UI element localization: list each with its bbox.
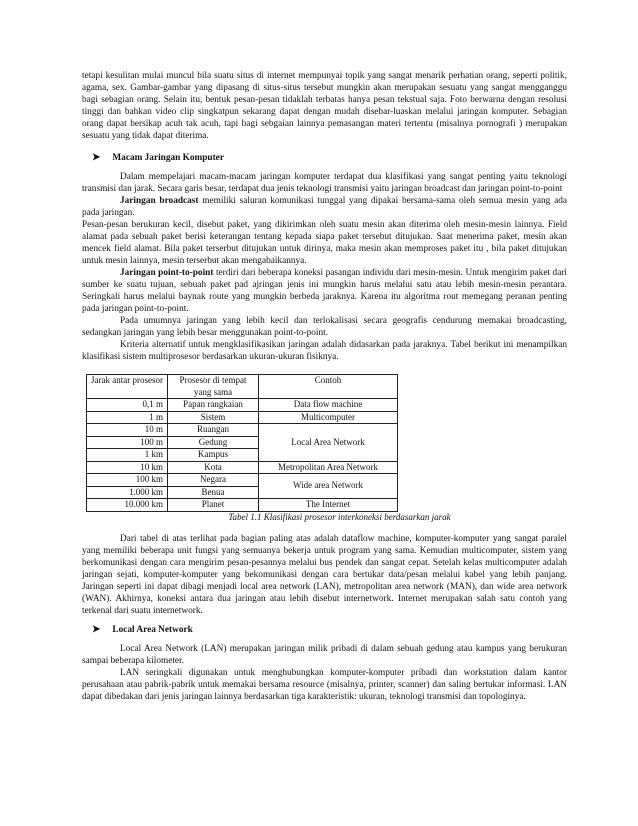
table-cell: Papan rangkaian [168,399,259,412]
table-row [87,499,398,512]
heading-text: Local Area Network [112,624,193,635]
table-cell: 10 km [87,461,168,474]
table-cell: Kota [168,461,259,474]
table-cell: The Internet [259,499,398,512]
table-row [87,461,398,474]
table-cell: Local Area Network [259,424,398,462]
paragraph-10: LAN seringkali digunakan untuk menghubungkan komputer-komputer pribadi dan workstation dalam kantor perusahaan atau pabrik-pabrik untuk memakai bersama resource (misalnya, printer, scanner) dan saling bertukar informasi. LAN dapat dibedakan dari jenis jaringan lainnya berdasarkan tiga karakteristik: ukuran, teknologi transmisi dan topologinya. [82,667,567,702]
term-jaringan-broadcast: Jaringan broadcast [120,196,199,206]
table-cell: Sistem [168,411,259,424]
table-header: Jarak antar prosesor [87,375,168,399]
document-page [82,70,567,703]
table-cell: 0,1 m [87,399,168,412]
table-cell: Kampus [168,449,259,462]
table-cell: Planet [168,499,259,512]
paragraph-4: Pesan-pesan berukuran kecil, disebut paket, yang dikirimkan oleh suatu mesin akan diterima oleh mesin-mesin lainnya. Field alamat pada sebuah paket berisi keterangan tentang kepada siapa paket tersebut ditujukan. Saat menerima paket, mesin akan mencek field alamat. Bila paket terserbut ditujukan untuk dirinya, maka mesin akan memproses paket itu , bila paket ditujukan untuk mesin lainnya, mesin terserbut akan mengabaikannya. [82,220,567,266]
table-cell: Data flow machine [259,399,398,412]
table-cell: 10.000 km [87,499,168,512]
table-cell: 1 m [87,411,168,424]
paragraph-7: Kriteria alternatif untuk mengklasifikasikan jaringan adalah didasarkan pada jaraknya. Tabel berikut ini menampilkan klasifikasi sistem multiprosesor berdasarkan ukuran-ukuran fisiknya. [82,340,567,362]
table-cell: 10 m [87,424,168,437]
section-heading-macam-jaringan [92,152,567,164]
table-row [87,424,398,437]
table-row [87,474,398,487]
bullet-arrow-icon: ➤ [92,623,101,635]
table-row [87,411,398,424]
paragraph-9: Local Area Network (LAN) merupakan jaringan milik pribadi di dalam sebuah gedung atau kampus yang berukuran sampai beberapa kilometer. [82,643,567,666]
heading-text: Macam Jaringan Komputer [112,153,224,163]
table-cell: 1 km [87,449,168,462]
table-caption: Tabel 1.1 Klasifikasi prosesor interkoneksi berdasarkan jarak [228,511,451,522]
table-cell: Wide area Network [259,474,398,499]
table-cell: Metropolitan Area Network [259,461,398,474]
section-heading-lan [92,624,567,636]
paragraph-5: Jaringan point-to-point terdiri dari beberapa koneksi pasangan individu dari mesin-mesin. Untuk mengirim paket dari sumber ke suatu tujuan, sebuah paket pad ajringan jenis ini mungkin harus melalui satu atau lebih mesin-mesin perantara. Seringkali harus melalui baynak route yang mungkin berbeda jaraknya. Karena itu algoritma rout memegang peranan penting pada jaringan point-to-point. [82,268,568,314]
table-cell: Ruangan [168,424,259,437]
table-row [87,399,398,412]
table-cell: 100 km [87,474,168,487]
table-cell: 1.000 km [87,486,168,499]
table-cell: 100 m [87,436,168,449]
paragraph-3: Jaringan broadcast memiliki saluran komunikasi tunggal yang dipakai bersama-sama oleh semua mesin yang ada pada jaringan. [82,196,568,218]
table-header: Contoh [259,375,398,399]
bullet-arrow-icon: ➤ [92,152,101,163]
paragraph-1: tetapi kesulitan mulai muncul bila suatu situs di internet mempunyai topik yang sangat menarik perhatian orang, seperti politik, agama, sex. Gambar-gambar yang dipasang di situs-situs tersebut mungkin akan merupakan sesuatu yang sangat mengganggu bagi sebagian orang. Selain itu, bentuk pesan-pesan tidaklah terbatas hanya pesan tekstual saja. Foto berwarna dengan resolusi tinggi dan bahkan video clip singkatpun sekarang dapat dengan mudah disebar-luaskan melalui jaringan komputer. Sebagian orang dapat bersikap acuh tak acuh, tapi bagi sebgaian lainnya pemasangan materi tertentu (misalnya pornografi ) merupakan sesuatu yang tidak dapat diterima. [82,71,567,141]
table-cell: Gedung [168,436,259,449]
paragraph-2: Dalam mempelajari macam-macam jaringan komputer terdapat dua klasifikasi yang sangat penting yaitu teknologi transmisi dan jarak. Secara garis besar, terdapat dua jenis teknologi transmisi yaitu jaringan broadcast dan jaringan point-to-point [82,172,567,194]
table-header-row [87,375,398,399]
table-header: Prosesor di tempat yang sama [168,375,259,399]
paragraph-6: Pada umumnya jaringan yang lebih kecil dan terlokalisasi secara geografis cendurung memakai broadcasting, sedangkan jaringan yang lebih besar menggunakan point-to-point. [82,316,567,338]
table-cell: Benua [168,486,259,499]
classification-table [86,374,398,512]
term-point-to-point: Jaringan point-to-point [120,268,214,278]
table-cell: Negara [168,474,259,487]
table-cell: Multicomputer [259,411,398,424]
paragraph-8: Dari tabel di atas terlihat pada bagian paling atas adalah dataflow machine, komputer-komputer yang sangat paralel yang memiliki beberapa unit fungsi yang semuanya bekerja untuk program yang sama. Kemudian multicomputer, sistem yang berkomunikasi dengan cara mengirim pesan-pesannya melalui bus pendek dan sangat cepat. Setelah kelas multicomputer adalah jaringan sejati, komputer-komputer yang bekomunikasi dengan cara bertukar data/pesan melalui kabel yang lebih panjang. Jaringan seperti ini dapat dibagi menjadi local area network (LAN), metropolitan area network (MAN), dan wide area network (WAN). Akhirnya, koneksi antara dua jaringan atau lebih disebut internetwork. Internet merupakan salah satu contoh yang terkenal dari suatu internetwork. [82,533,567,616]
